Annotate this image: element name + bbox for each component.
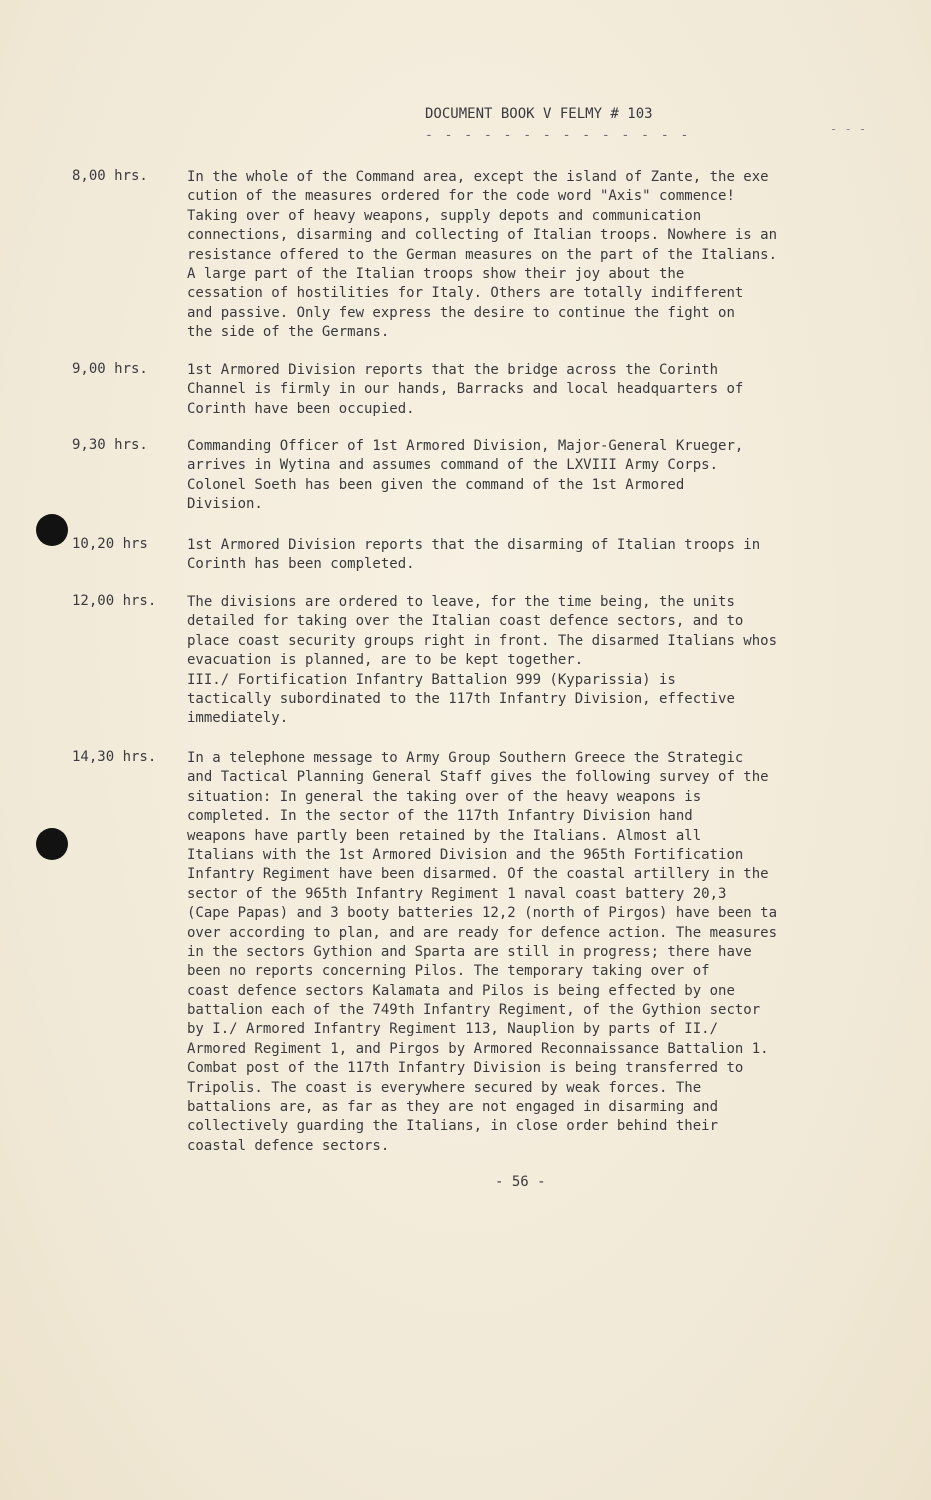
document-title: DOCUMENT BOOK V FELMY # 103 [425,106,653,122]
text-line: Tripolis. The coast is everywhere secured by weak forces. The [187,1079,702,1096]
text-line: completed. In the sector of the 117th Infantry Division hand [187,808,693,825]
text-line: Corinth has been completed. [187,556,415,573]
text-line: detailed for taking over the Italian coast defence sectors, and to [187,613,744,630]
text-line: cution of the measures ordered for the code word "Axis" commence! [187,188,735,205]
text-line: Infantry Regiment have been disarmed. Of the coastal artillery in the [187,866,769,883]
text-line: cessation of hostilities for Italy. Others are totally indifferent [187,285,744,302]
entry-time: 14,30 hrs. [72,749,157,765]
text-line: Commanding Officer of 1st Armored Division, Major-General Krueger, [187,438,744,454]
entry-text [187,168,777,343]
text-line: immediately. [187,710,289,727]
entry-time: 10,20 hrs [72,536,148,552]
entry-time: 8,00 hrs. [72,168,148,184]
text-line: III./ Fortification Infantry Battalion 999 (Kyparissia) is [187,671,676,688]
text-line: coast defence sectors Kalamata and Pilos is being effected by one [187,982,735,999]
text-line: place coast security groups right in front. The disarmed Italians whos [187,632,778,649]
entry-time: 9,30 hrs. [72,437,148,453]
entry-time: 12,00 hrs. [72,593,157,609]
text-line: 1st Armored Division reports that the disarming of Italian troops in [187,537,761,553]
page-number: - 56 - [495,1174,546,1190]
entry-text [187,749,777,1156]
entry-text [187,536,760,575]
text-line: In the whole of the Command area, except the island of Zante, the exe [187,169,769,185]
text-line: been no reports concerning Pilos. The temporary taking over of [187,963,710,980]
text-line: and passive. Only few express the desire to continue the fight on [187,304,735,321]
text-line: in the sectors Gythion and Sparta are still in progress; there have [187,943,752,960]
text-line: Division. [187,496,263,513]
text-line: collectively guarding the Italians, in close order behind their [187,1118,719,1135]
text-line: tactically subordinated to the 117th Infantry Division, effective [187,690,735,707]
text-line: Colonel Soeth has been given the command of the 1st Armored [187,476,685,493]
text-line: evacuation is planned, are to be kept together. [187,652,584,669]
text-line: and Tactical Planning General Staff gives the following survey of the [187,769,769,786]
text-line: 1st Armored Division reports that the bridge across the Corinth [187,362,719,378]
text-line: connections, disarming and collecting of Italian troops. Nowhere is an [187,227,778,244]
text-line: battalions are, as far as they are not engaged in disarming and [187,1099,719,1116]
entry-text [187,593,777,729]
text-line: by I./ Armored Infantry Regiment 113, Nauplion by parts of II./ [187,1021,719,1038]
text-line: Combat post of the 117th Infantry Division is being transferred to [187,1060,744,1077]
text-line: situation: In general the taking over of the heavy weapons is [187,788,702,805]
margin-mark: - - - [830,122,867,136]
text-line: In a telephone message to Army Group Southern Greece the Strategic [187,750,744,766]
entry-time: 9,00 hrs. [72,361,148,377]
entry-text [187,361,743,419]
text-line: arrives in Wytina and assumes command of the LXVIII Army Corps. [187,457,719,474]
entry-text [187,437,743,515]
text-line: Armored Regiment 1, and Pirgos by Armored Reconnaissance Battalion 1. [187,1040,769,1057]
text-line: Channel is firmly in our hands, Barracks and local headquarters of [187,381,744,398]
text-line: Corinth have been occupied. [187,400,415,417]
text-line: coastal defence sectors. [187,1137,390,1154]
text-line: A large part of the Italian troops show their joy about the [187,265,685,282]
text-line: weapons have partly been retained by the Italians. Almost all [187,827,702,844]
text-line: over according to plan, and are ready for defence action. The measures [187,924,778,941]
punch-hole-lower [36,828,68,860]
title-underline: - - - - - - - - - - - - - - [425,128,691,143]
text-line: The divisions are ordered to leave, for the time being, the units [187,594,735,610]
text-line: sector of the 965th Infantry Regiment 1 naval coast battery 20,3 [187,885,727,902]
text-line: Taking over of heavy weapons, supply depots and communication [187,207,702,224]
text-line: (Cape Papas) and 3 booty batteries 12,2 (north of Pirgos) have been ta [187,905,778,922]
text-line: battalion each of the 749th Infantry Regiment, of the Gythion sector [187,1002,761,1019]
punch-hole-upper [36,514,68,546]
text-line: resistance offered to the German measures on the part of the Italians. [187,246,778,263]
text-line: Italians with the 1st Armored Division and the 965th Fortification [187,846,744,863]
text-line: the side of the Germans. [187,324,390,341]
